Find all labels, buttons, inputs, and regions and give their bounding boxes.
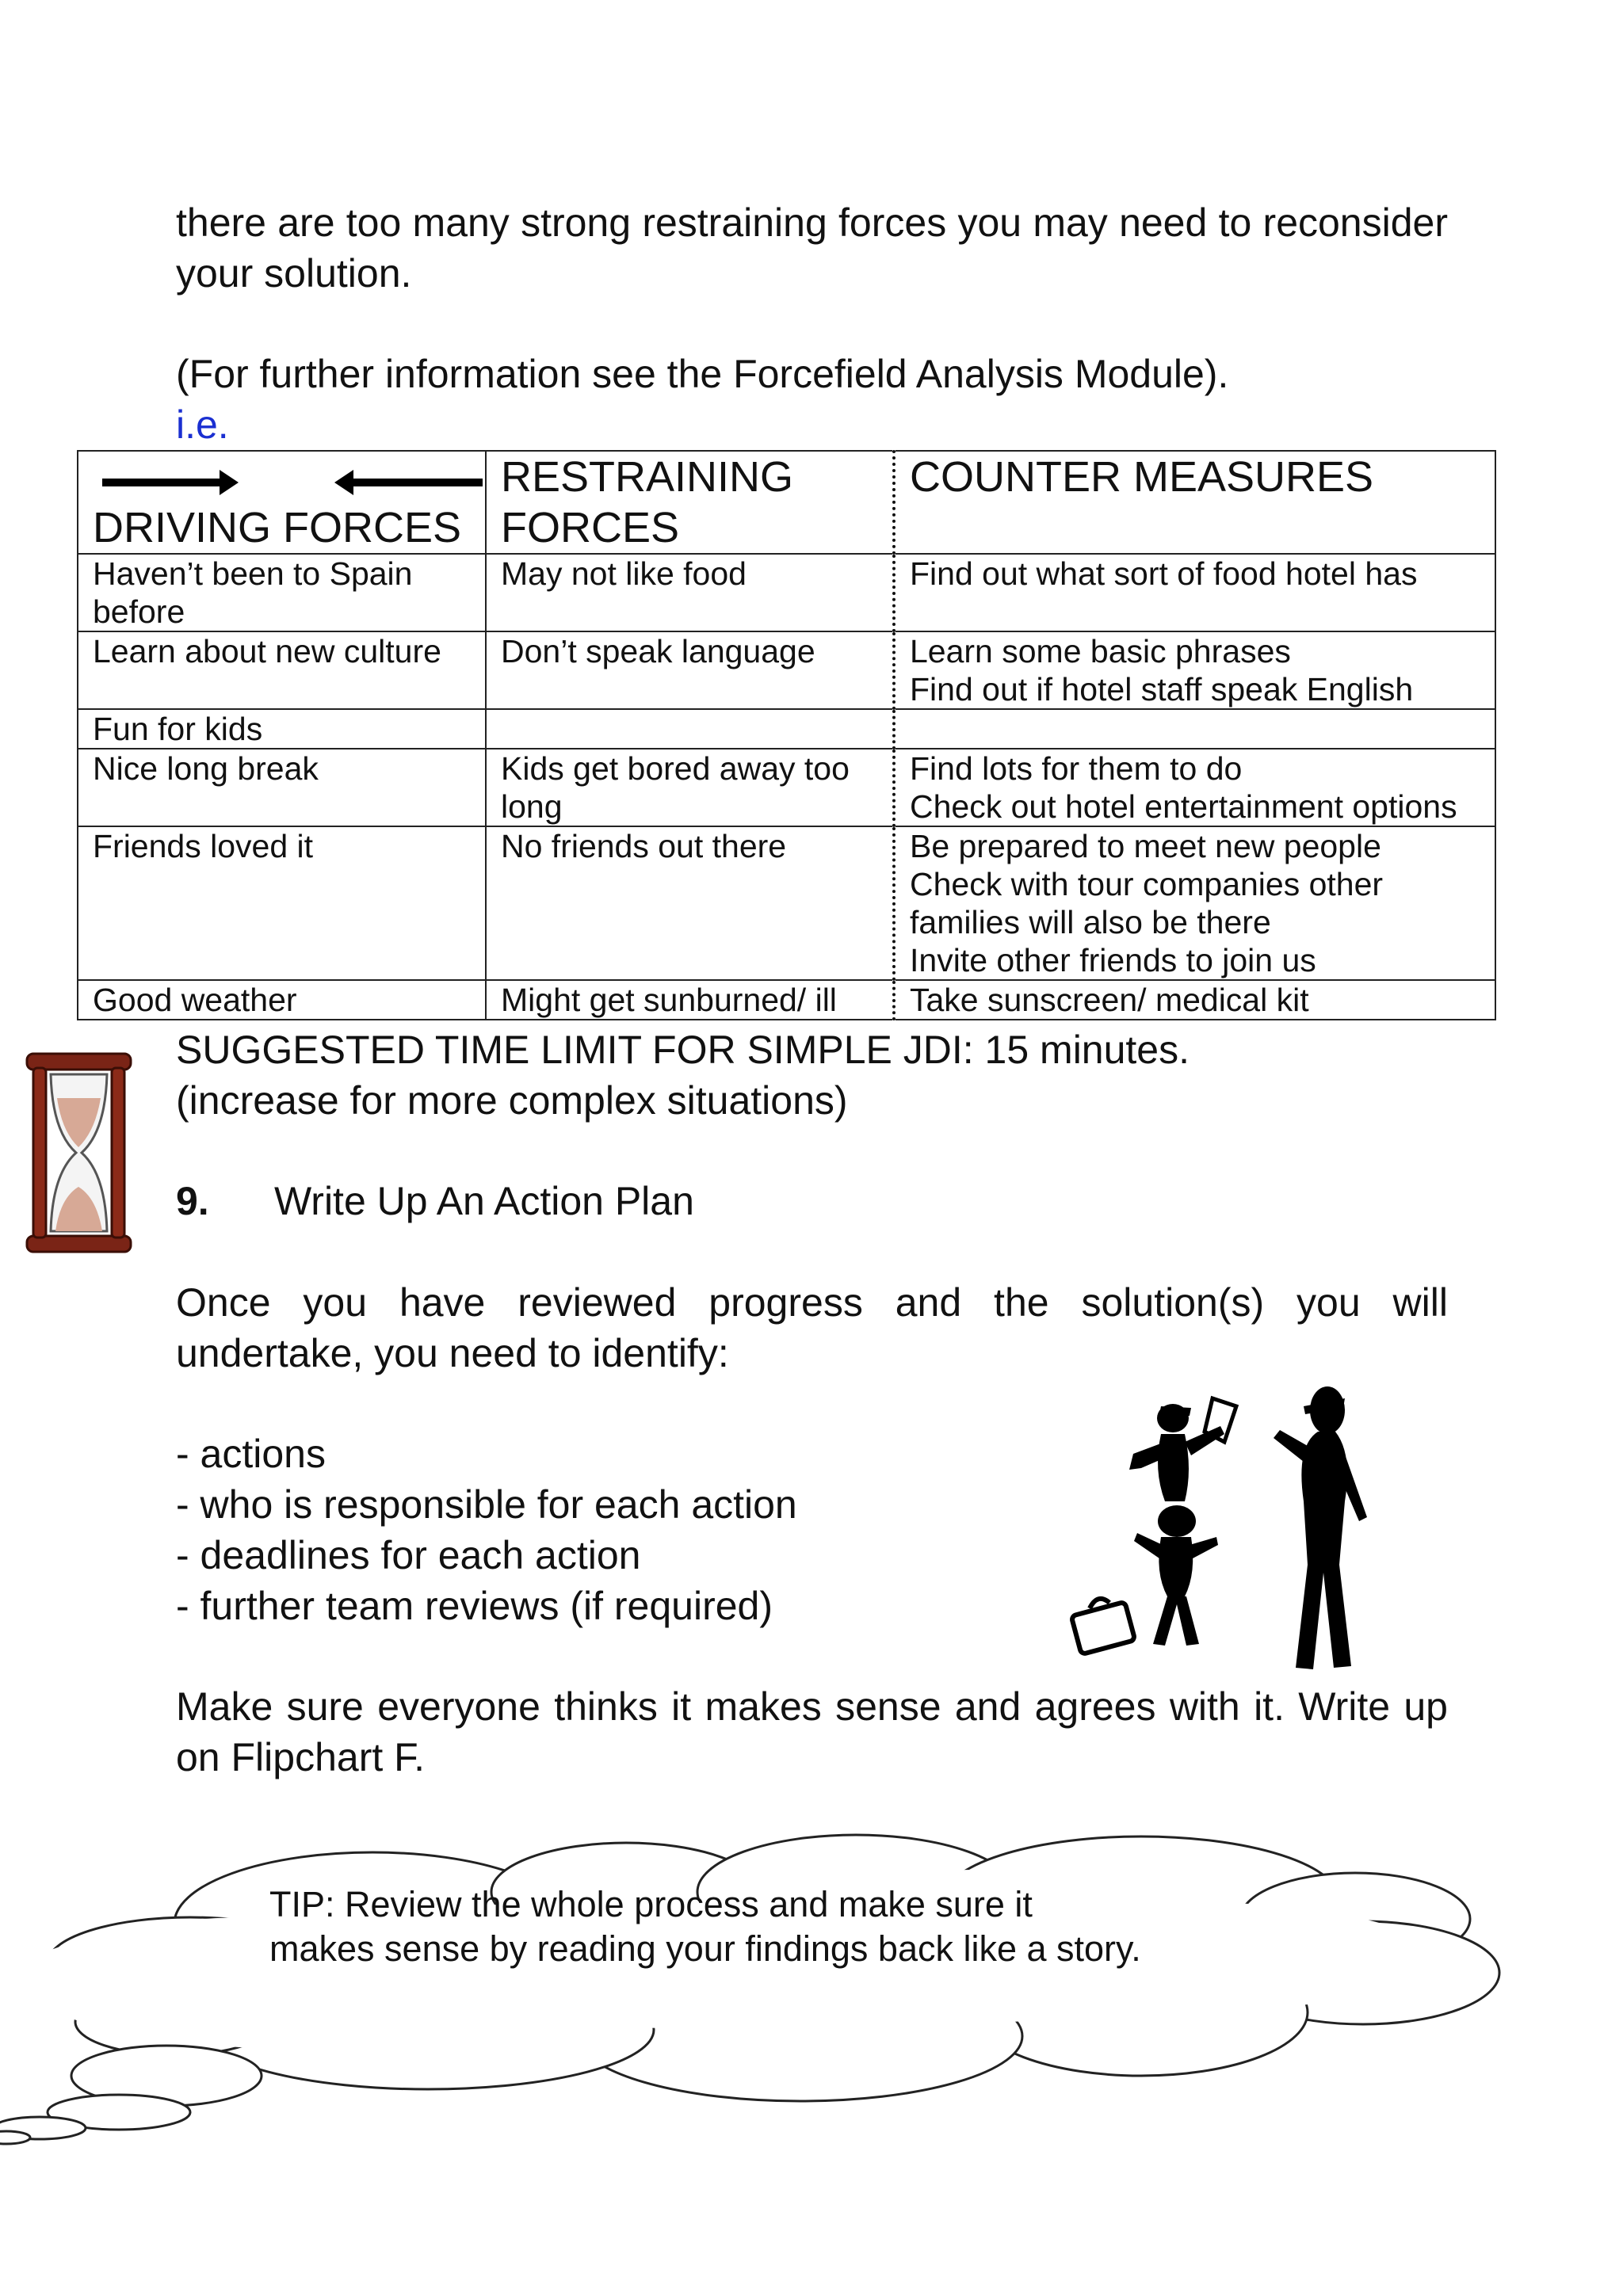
counter-cell xyxy=(894,709,1495,749)
tip-text: TIP: Review the whole process and make sure it makes sense by reading your findings back like a story. xyxy=(269,1884,1141,1969)
counter-cell xyxy=(894,749,1495,826)
restraining-cell xyxy=(486,709,894,749)
action-list-item: - deadlines for each action xyxy=(176,1533,641,1577)
action-list-item: - actions xyxy=(176,1432,326,1476)
table-row xyxy=(78,826,1495,980)
restraining-forces-label: RESTRAINING FORCES xyxy=(501,453,794,551)
action-intro: Once you have reviewed progress and the solution(s) you will undertake, you need to identify: xyxy=(176,1280,1448,1375)
driving-cell: Fun for kids xyxy=(78,709,486,749)
table-row xyxy=(78,980,1495,1020)
step-number: 9. xyxy=(176,1179,209,1223)
right-arrow-icon xyxy=(102,479,221,486)
driving-cell: Haven’t been to Spain before xyxy=(78,554,486,631)
counter-item: Learn some basic phrases xyxy=(910,633,1291,669)
restraining-cell: No friends out there xyxy=(486,826,894,980)
left-arrow-icon xyxy=(352,479,483,486)
counter-item: Check out hotel entertainment options xyxy=(910,788,1457,825)
people-clipart-icon xyxy=(1066,1383,1399,1676)
table-row xyxy=(78,554,1495,631)
forcefield-reference: (For further information see the Forcefield Analysis Module). xyxy=(176,352,1229,396)
table-row xyxy=(78,709,1495,749)
hourglass-icon xyxy=(25,1052,132,1253)
restraining-cell: Don’t speak language xyxy=(486,631,894,709)
counter-measures-header xyxy=(894,451,1495,554)
closing-paragraph: Make sure everyone thinks it makes sense and agrees with it. Write up on Flipchart F. xyxy=(176,1684,1448,1779)
time-limit-note: (increase for more complex situations) xyxy=(176,1078,848,1123)
table-header-row xyxy=(78,451,1495,554)
counter-item: Find out what sort of food hotel has xyxy=(910,555,1418,592)
driving-forces-label: DRIVING FORCES xyxy=(93,504,462,551)
restraining-forces-header xyxy=(486,451,894,554)
table-row xyxy=(78,631,1495,709)
counter-item: Find lots for them to do xyxy=(910,750,1243,787)
counter-item: Take sunscreen/ medical kit xyxy=(910,982,1309,1018)
forcefield-table xyxy=(77,450,1496,1020)
time-limit-text: SUGGESTED TIME LIMIT FOR SIMPLE JDI: 15 minutes. xyxy=(176,1028,1190,1072)
driving-cell: Good weather xyxy=(78,980,486,1020)
action-list-item: - who is responsible for each action xyxy=(176,1482,797,1527)
counter-cell xyxy=(894,554,1495,631)
restraining-cell: Kids get bored away too long xyxy=(486,749,894,826)
driving-cell: Friends loved it xyxy=(78,826,486,980)
counter-item: Find out if hotel staff speak English xyxy=(910,671,1414,707)
step-title: Write Up An Action Plan xyxy=(274,1179,694,1223)
counter-item: Invite other friends to join us xyxy=(910,942,1316,978)
restraining-cell: May not like food xyxy=(486,554,894,631)
driving-cell: Nice long break xyxy=(78,749,486,826)
counter-item: Be prepared to meet new people xyxy=(910,828,1381,864)
restraining-cell: Might get sunburned/ ill xyxy=(486,980,894,1020)
driving-cell: Learn about new culture xyxy=(78,631,486,709)
thought-cloud-icon xyxy=(0,1822,1522,2147)
counter-measures-label: COUNTER MEASURES xyxy=(910,453,1374,501)
counter-cell xyxy=(894,826,1495,980)
counter-item: Check with tour companies other families will also be there xyxy=(910,866,1384,940)
counter-cell xyxy=(894,980,1495,1020)
driving-forces-header xyxy=(78,451,486,554)
table-row xyxy=(78,749,1495,826)
ie-label: i.e. xyxy=(176,402,229,447)
intro-paragraph: there are too many strong restraining forces you may need to reconsider your solution. xyxy=(176,200,1448,296)
action-list-item: - further team reviews (if required) xyxy=(176,1584,773,1628)
counter-cell xyxy=(894,631,1495,709)
